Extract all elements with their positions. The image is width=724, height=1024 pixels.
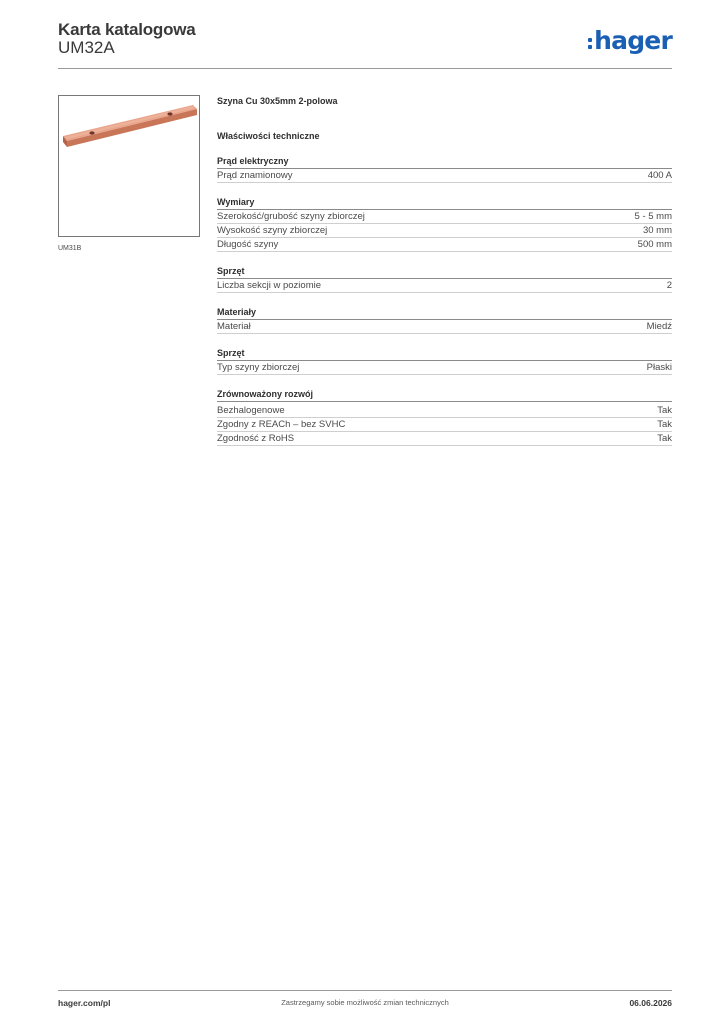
spec-row xyxy=(217,224,672,238)
spec-label: Materiał xyxy=(217,321,251,332)
spec-row xyxy=(217,279,672,293)
product-image xyxy=(58,95,200,237)
spec-value: Tak xyxy=(657,405,672,416)
spec-row xyxy=(217,169,672,183)
footer-disclaimer: Zastrzegamy sobie możliwość zmian technicznych xyxy=(281,998,449,1007)
spec-group-sustainability xyxy=(217,388,672,446)
group-title: Zrównoważony rozwój xyxy=(217,388,672,402)
spec-sheet xyxy=(217,95,672,446)
group-title: Sprzęt xyxy=(217,265,672,279)
spec-label: Prąd znamionowy xyxy=(217,170,293,181)
spec-value: Płaski xyxy=(646,362,672,373)
spec-value: 400 A xyxy=(647,170,672,181)
spec-row xyxy=(217,320,672,334)
spec-row xyxy=(217,404,672,418)
spec-label: Wysokość szyny zbiorczej xyxy=(217,225,328,236)
spec-label: Typ szyny zbiorczej xyxy=(217,362,300,373)
footer-divider xyxy=(58,990,672,991)
footer-website: hager.com/pl xyxy=(58,998,111,1008)
spec-group-dimensions xyxy=(217,196,672,252)
spec-value: 2 xyxy=(666,280,672,291)
spec-row xyxy=(217,418,672,432)
spec-label: Zgodność z RoHS xyxy=(217,433,295,444)
spec-label: Zgodny z REACh – bez SVHC xyxy=(217,419,346,430)
group-title: Prąd elektryczny xyxy=(217,155,672,169)
spec-label: Długość szyny xyxy=(217,239,279,250)
spec-group-electrical xyxy=(217,155,672,183)
logo-dots-icon xyxy=(588,38,592,49)
group-title: Wymiary xyxy=(217,196,672,210)
copper-busbar-icon xyxy=(59,96,199,236)
product-name: Szyna Cu 30x5mm 2-polowa xyxy=(217,96,338,106)
spec-group-materials xyxy=(217,306,672,334)
spec-value: Tak xyxy=(657,419,672,430)
image-caption: UM31B xyxy=(58,245,82,252)
logo-text: hager xyxy=(594,26,672,55)
spec-row xyxy=(217,238,672,252)
header-divider xyxy=(58,68,672,69)
spec-group-equipment-type xyxy=(217,347,672,375)
spec-row xyxy=(217,210,672,224)
spec-value: 500 mm xyxy=(637,239,672,250)
spec-group-equipment xyxy=(217,265,672,293)
spec-label: Liczba sekcji w poziomie xyxy=(217,280,322,291)
spec-heading: Właściwości techniczne xyxy=(217,131,320,141)
spec-value: 5 - 5 mm xyxy=(634,211,672,222)
page-title: Karta katalogowa xyxy=(58,20,196,39)
spec-value: Miedź xyxy=(646,321,672,332)
spec-value: Tak xyxy=(657,433,672,444)
hager-logo xyxy=(588,26,672,56)
spec-label: Szerokość/grubość szyny zbiorczej xyxy=(217,211,365,222)
group-title: Sprzęt xyxy=(217,347,672,361)
spec-label: Bezhalogenowe xyxy=(217,405,285,416)
spec-row xyxy=(217,432,672,446)
spec-value: 30 mm xyxy=(642,225,672,236)
product-code: UM32A xyxy=(58,38,115,57)
footer-date: 06.06.2026 xyxy=(629,998,672,1008)
spec-row xyxy=(217,361,672,375)
group-title: Materiały xyxy=(217,306,672,320)
